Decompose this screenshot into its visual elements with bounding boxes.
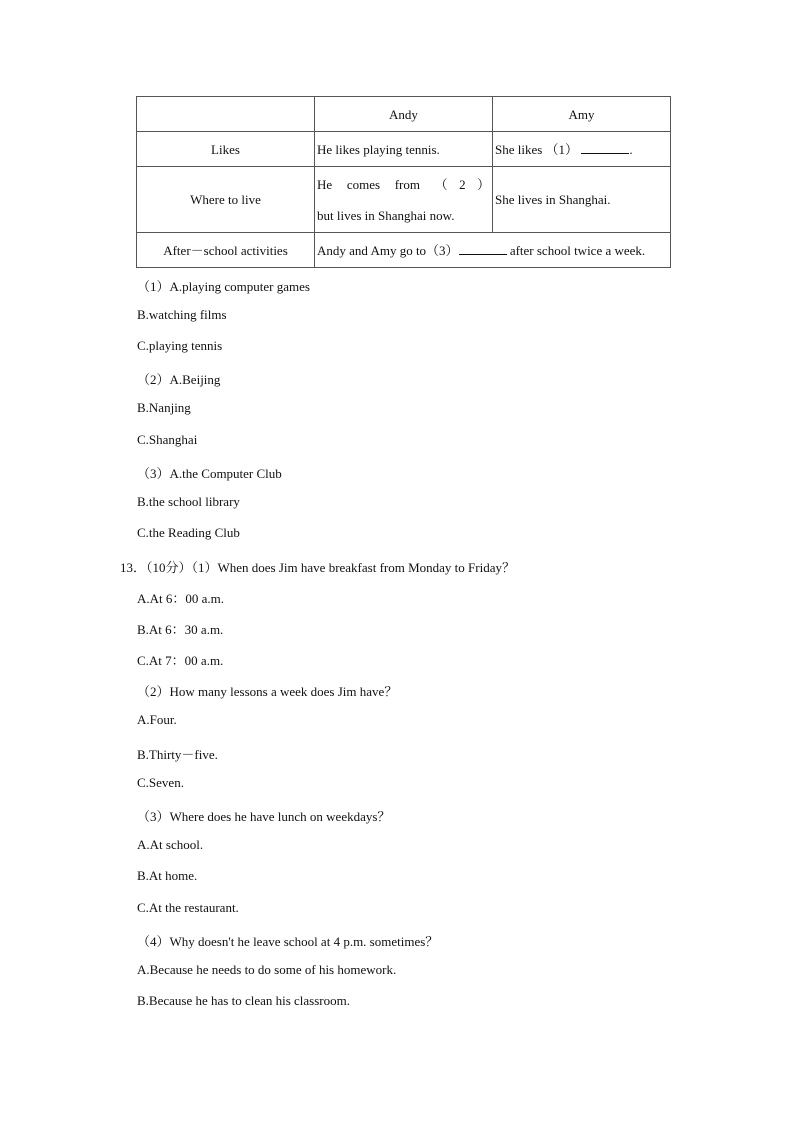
header-empty-cell: [137, 97, 315, 132]
after-school-cell: [315, 233, 671, 268]
header-andy: Andy: [315, 97, 493, 132]
table-header-row: [137, 97, 671, 132]
amy-likes-text: She likes （1）: [495, 141, 579, 157]
amy-where-cell: She lives in Shanghai.: [493, 167, 671, 233]
q13-2-option-b: B.Thirty－five.: [137, 747, 218, 762]
amy-likes-cell: [493, 132, 671, 167]
q13-2-option-c: C.Seven.: [137, 775, 184, 790]
after-school-text: Andy and Amy go to（3）: [317, 242, 459, 258]
q13-2-option-a: A.Four.: [137, 712, 177, 727]
andy-where-cell: [315, 167, 493, 233]
q2-option-c: C.Shanghai: [137, 432, 198, 447]
question-13-heading: 13．（10分）（1）When does Jim have breakfast from Monday to Friday？: [120, 560, 515, 575]
q13-3-question: （3）Where does he have lunch on weekdays？: [137, 809, 391, 824]
answer-blank-3: [459, 242, 507, 255]
q2-option-a: （2）A.Beijing: [137, 372, 221, 387]
q1-option-a: （1）A.playing computer games: [137, 279, 310, 294]
q3-option-a: （3）A.the Computer Club: [137, 466, 282, 481]
row-label-after-school: After－school activities: [137, 233, 315, 268]
row-label-likes: Likes: [137, 132, 315, 167]
q13-3-option-a: A.At school.: [137, 837, 204, 852]
table-row-after-school: [137, 233, 671, 268]
q13-1-option-b: B.At 6：30 a.m.: [137, 622, 224, 637]
header-amy: Amy: [493, 97, 671, 132]
q13-4-option-b: B.Because he has to clean his classroom.: [137, 993, 350, 1008]
info-table: [136, 96, 671, 268]
q13-1-option-a: A.At 6：00 a.m.: [137, 591, 225, 606]
q3-option-b: B.the school library: [137, 494, 240, 509]
q13-1-option-c: C.At 7：00 a.m.: [137, 653, 224, 668]
q1-option-b: B.watching films: [137, 307, 227, 322]
q2-option-b: B.Nanjing: [137, 400, 191, 415]
andy-where-line2: but lives in Shanghai now.: [317, 207, 455, 223]
answer-blank-1: [581, 141, 629, 154]
after-school-suffix: after school twice a week.: [506, 242, 646, 258]
q13-4-question: （4）Why doesn't he leave school at 4 p.m. sometimes？: [137, 934, 439, 949]
q1-option-c: C.playing tennis: [137, 338, 223, 353]
amy-likes-suffix: .: [629, 141, 633, 157]
table-row-likes: [137, 132, 671, 167]
andy-where-line1: He comes from （2）: [317, 176, 490, 192]
q13-2-question: （2）How many lessons a week does Jim have？: [137, 684, 398, 699]
row-label-where: Where to live: [137, 167, 315, 233]
q13-3-option-c: C.At the restaurant.: [137, 900, 239, 915]
andy-likes-cell: He likes playing tennis.: [315, 132, 493, 167]
q13-3-option-b: B.At home.: [137, 868, 198, 883]
q3-option-c: C.the Reading Club: [137, 525, 240, 540]
table-row-where: [137, 167, 671, 233]
q13-4-option-a: A.Because he needs to do some of his homework.: [137, 962, 397, 977]
